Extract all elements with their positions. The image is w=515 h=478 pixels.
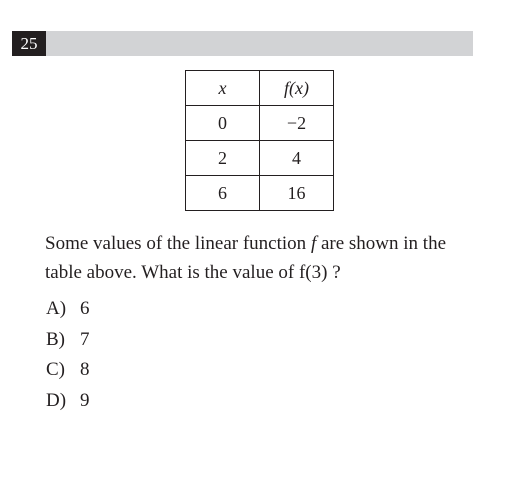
choice-value: 9 — [80, 389, 90, 411]
table-cell-x: 0 — [186, 106, 260, 141]
question-number: 25 — [12, 31, 46, 56]
answer-choice-c[interactable] — [46, 355, 90, 386]
answer-choice-a[interactable] — [46, 294, 90, 325]
choice-value: 6 — [80, 298, 90, 319]
table-cell-x: 2 — [186, 141, 260, 176]
answer-choice-b[interactable] — [46, 325, 90, 356]
question-header-bar — [12, 31, 473, 56]
stem-function-var: f — [310, 233, 317, 254]
table-cell-fx: 16 — [260, 176, 334, 211]
choice-letter: C) — [46, 359, 65, 380]
stem-text: ? — [327, 262, 341, 283]
table-row — [186, 176, 334, 211]
choice-letter: A) — [46, 298, 67, 319]
choice-value: 8 — [80, 359, 90, 380]
stem-text: are shown in the table above. What is the value of — [45, 233, 447, 283]
question-stem — [45, 229, 485, 287]
table-cell-fx: −2 — [260, 106, 334, 141]
answer-choices — [46, 294, 90, 416]
choice-value: 7 — [80, 328, 90, 350]
choice-letter: B) — [46, 328, 65, 350]
values-table — [185, 70, 334, 211]
table-cell-x: 6 — [186, 176, 260, 211]
table-header-fx: f(x) — [260, 71, 334, 106]
table-row — [186, 141, 334, 176]
table-header-x: x — [186, 71, 260, 106]
stem-text: Some values of the linear function — [45, 233, 311, 254]
choice-letter: D) — [46, 389, 67, 411]
stem-expression: f(3) — [298, 262, 328, 283]
table-header-row — [186, 71, 334, 106]
answer-choice-d[interactable] — [46, 386, 90, 417]
table-cell-fx: 4 — [260, 141, 334, 176]
table-row — [186, 106, 334, 141]
